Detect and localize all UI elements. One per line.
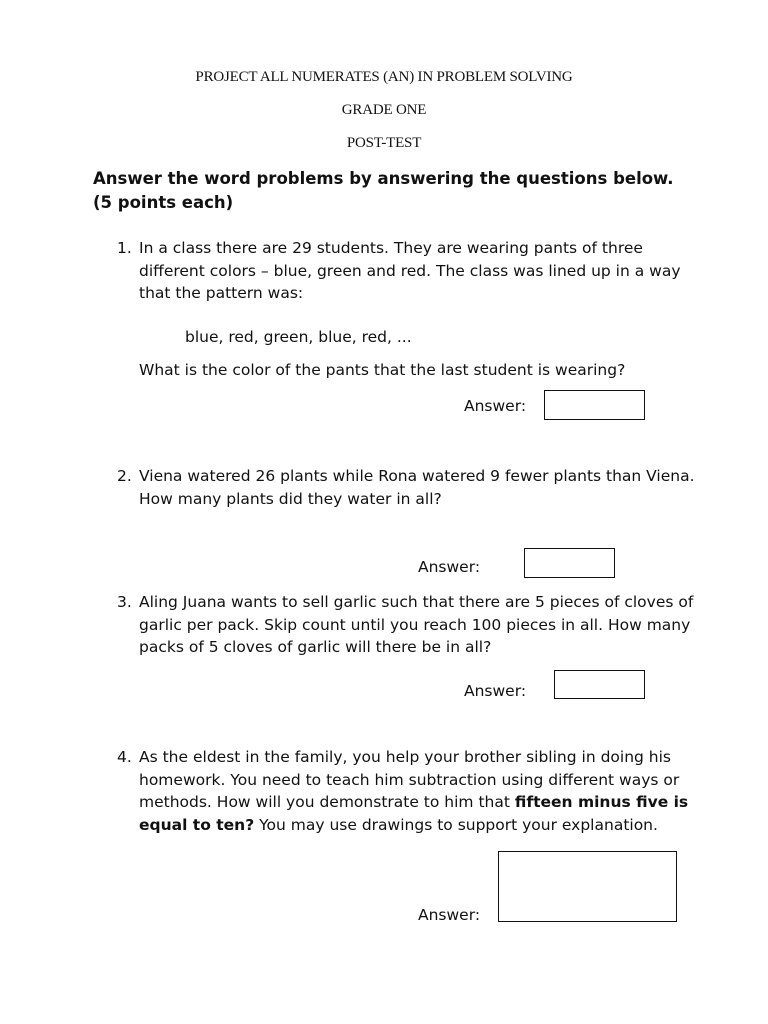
instructions-line-2: (5 points each) [93, 193, 234, 212]
pattern-text: blue, red, green, blue, red, ... [185, 328, 412, 346]
instructions [93, 167, 713, 215]
question-text: In a class there are 29 students. They are wearing pants of three different colors – blue, green and red. The class was lined up in a way that the pattern was: [139, 239, 681, 302]
grade-label: GRADE ONE [341, 102, 427, 118]
question-text: Aling Juana wants to sell garlic such that there are 5 pieces of cloves of garlic per pack. Skip count until you reach 100 pieces in all. How many packs of 5 cloves of garlic will there be in all? [139, 593, 694, 656]
answer-box-4[interactable] [498, 851, 677, 922]
instructions-line-1: Answer the word problems by answering the questions below. [93, 169, 674, 188]
answer-label: Answer: [464, 682, 527, 700]
question-number: 3. [117, 593, 132, 611]
question-number: 4. [117, 748, 132, 766]
question-text [139, 746, 699, 836]
answer-label: Answer: [418, 906, 481, 924]
answer-label: Answer: [464, 397, 527, 415]
answer-box-2[interactable] [524, 548, 615, 578]
question-text-part-2: You may use drawings to support your explanation. [254, 815, 658, 834]
question-text-part-1: As the eldest in the family, you help your brother sibling in doing his homework. You need to teach him subtraction using different ways or methods. How will you demonstrate to him that [139, 748, 680, 811]
question-prompt: What is the color of the pants that the last student is wearing? [139, 361, 626, 379]
test-type-label: POST-TEST [346, 135, 422, 151]
question-text-emphasis: fifteen minus five is equal to ten? [139, 793, 689, 834]
answer-box-3[interactable] [554, 670, 645, 699]
question-text: Viena watered 26 plants while Rona watered 9 fewer plants than Viena. How many plants did they water in all? [139, 467, 695, 508]
question-number: 1. [117, 239, 132, 257]
project-title: PROJECT ALL NUMERATES (AN) IN PROBLEM SOLVING [195, 69, 573, 85]
answer-label: Answer: [418, 558, 481, 576]
answer-box-1[interactable] [544, 390, 645, 420]
question-number: 2. [117, 467, 132, 485]
